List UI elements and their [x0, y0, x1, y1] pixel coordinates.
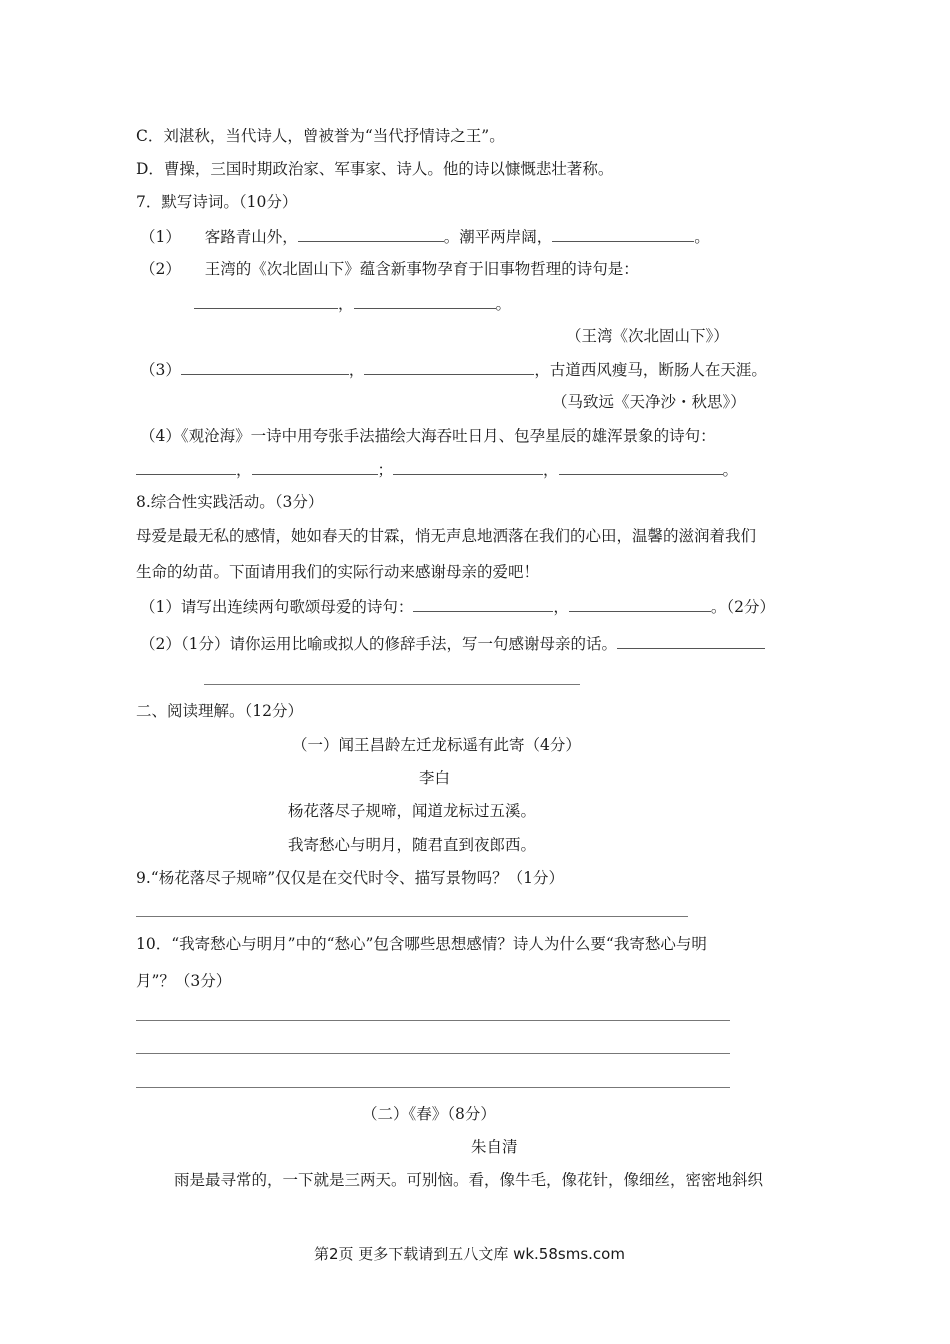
question-8-paragraph-line-1: 母爱是最无私的感情，她如春天的甘霖，悄无声息地洒落在我们的心田，温馨的滋润着我们	[136, 527, 757, 545]
question-text: 王湾的《次北固山下》蕴含新事物孕育于旧事物哲理的诗句是：	[204, 260, 639, 278]
punctuation: ，	[338, 295, 354, 313]
punctuation: ，	[236, 461, 252, 479]
source-citation: （王湾《次北固山下》）	[566, 327, 729, 345]
answer-blank[interactable]	[569, 595, 711, 612]
question-7-3	[140, 358, 767, 381]
option-c: C．刘湛秋，当代诗人，曾被誉为“当代抒情诗之王”。	[136, 127, 505, 145]
question-8-paragraph-line-2: 生命的幼苗。下面请用我们的实际行动来感谢母亲的爱吧！	[136, 563, 540, 581]
points-note: 。（2分）	[710, 598, 776, 616]
answer-blank[interactable]	[413, 595, 553, 612]
answer-blank[interactable]	[194, 292, 338, 309]
question-9: 9.“杨花落尽子规啼”仅仅是在交代时令、描写景物吗？（1分）	[136, 869, 565, 887]
item-number: （1）	[140, 228, 181, 246]
answer-blank[interactable]	[393, 458, 543, 475]
part-2-title: （二）《春》（8分）	[362, 1105, 496, 1123]
punctuation: ；	[377, 461, 394, 479]
item-number: （3）	[140, 361, 181, 379]
question-text: （1）请写出连续两句歌颂母爱的诗句：	[140, 598, 414, 616]
answer-line[interactable]	[136, 1053, 730, 1054]
answer-line[interactable]	[136, 916, 688, 917]
verse-text: ，古道西风瘦马，断肠人在天涯。	[534, 361, 767, 379]
answer-blank[interactable]	[354, 292, 496, 309]
question-7-2-answers	[194, 292, 511, 315]
answer-blank[interactable]	[559, 458, 723, 475]
punctuation: ，	[543, 461, 559, 479]
question-10-line-2: 月”？（3分）	[136, 972, 232, 990]
source-citation: （马致远《天净沙・秋思》）	[552, 393, 746, 411]
question-8-heading: 8.综合性实践活动。（3分）	[136, 493, 324, 511]
poem-line-1: 杨花落尽子规啼，闻道龙标过五溪。	[288, 802, 537, 820]
question-7-heading: 7．默写诗词。（10分）	[136, 193, 298, 211]
answer-blank[interactable]	[136, 458, 236, 475]
punctuation: 。	[694, 228, 710, 246]
answer-line[interactable]	[136, 1020, 730, 1021]
punctuation: 。	[722, 461, 739, 479]
option-d: D．曹操，三国时期政治家、军事家、诗人。他的诗以慷慨悲壮著称。	[136, 160, 614, 178]
question-10-line-1: 10．“我寄愁心与明月”中的“愁心”包含哪些思想感情？诗人为什么要“我寄愁心与明	[136, 935, 707, 953]
question-8-1	[140, 595, 775, 618]
question-7-1	[140, 225, 710, 248]
poem-author: 李白	[419, 769, 451, 787]
answer-blank[interactable]	[181, 358, 349, 375]
answer-blank[interactable]	[617, 632, 765, 649]
poem-title: （一）闻王昌龄左迁龙标遥有此寄（4分）	[292, 736, 581, 754]
item-number: （2）	[140, 260, 181, 278]
question-text: （2）（1分）请你运用比喻或拟人的修辞手法，写一句感谢母亲的话。	[140, 635, 617, 653]
part-2-author: 朱自清	[471, 1138, 518, 1156]
answer-blank[interactable]	[252, 458, 378, 475]
verse-prompt: 客路青山外，	[204, 228, 298, 246]
answer-line[interactable]	[136, 1087, 730, 1088]
question-8-2	[140, 632, 765, 655]
answer-line[interactable]	[204, 684, 580, 685]
punctuation: ，	[553, 598, 569, 616]
poem-line-2: 我寄愁心与明月，随君直到夜郎西。	[288, 836, 537, 854]
answer-blank[interactable]	[298, 225, 444, 242]
punctuation: ，	[348, 361, 365, 379]
punctuation: 。	[495, 295, 512, 313]
section-2-heading: 二、阅读理解。（12分）	[136, 702, 303, 720]
question-7-4-answers	[136, 458, 738, 481]
question-7-2	[140, 258, 639, 280]
verse-prompt: 。潮平两岸阔，	[443, 228, 553, 246]
passage-paragraph: 雨是最寻常的，一下就是三两天。可别恼。看，像牛毛，像花针，像细丝，密密地斜织	[174, 1171, 764, 1189]
question-7-4: （4）《观沧海》一诗中用夸张手法描绘大海吞吐日月、包孕星辰的雄浑景象的诗句：	[140, 427, 716, 445]
answer-blank[interactable]	[552, 225, 694, 242]
answer-blank[interactable]	[364, 358, 534, 375]
page-footer: 第2页 更多下载请到五八文库 wk.58sms.com	[314, 1245, 625, 1263]
